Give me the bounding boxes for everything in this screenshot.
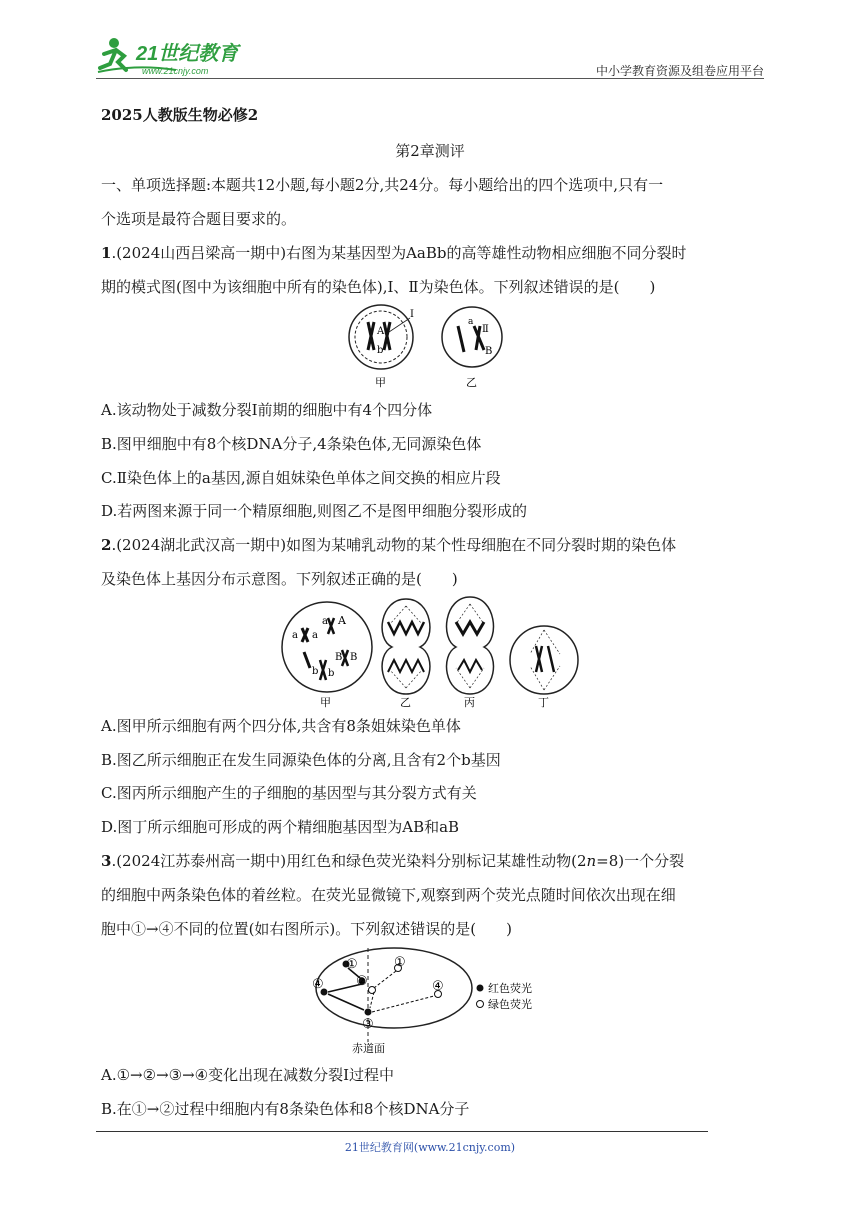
- q3-stem-text1-end: =8)一个分裂: [596, 852, 685, 870]
- q1-option-c: C.Ⅱ染色体上的a基因,源自姐妹染色单体之间交换的相应片段: [101, 469, 501, 487]
- q1-option-a: A.该动物处于减数分裂Ⅰ前期的细胞中有4个四分体: [101, 401, 433, 419]
- q2-gene-a-3: a: [322, 616, 328, 627]
- q1-cell1-label: 甲: [375, 376, 386, 389]
- q2-option-c: C.图丙所示细胞产生的子细胞的基因型与其分裂方式有关: [101, 784, 477, 802]
- footer-divider: [96, 1131, 708, 1132]
- q1-gene-B: B: [485, 346, 493, 357]
- q3-legend-red: 红色荧光: [488, 982, 532, 995]
- q1-gene-b: b: [377, 345, 384, 356]
- q3-pos3: ③: [362, 1017, 374, 1032]
- section-instruction-line1: 一、单项选择题:本题共12小题,每小题2分,共24分。每小题给出的四个选项中,只有一: [101, 176, 664, 194]
- q2-label-ding: 丁: [538, 696, 549, 709]
- q2-label-yi: 乙: [400, 696, 411, 709]
- q1-label-I: Ⅰ: [410, 309, 414, 320]
- q1-option-d: D.若两图来源于同一个精原细胞,则图乙不是图甲细胞分裂形成的: [101, 502, 528, 520]
- q2-gene-a-2: a: [312, 630, 318, 641]
- q2-gene-a-1: a: [292, 630, 298, 641]
- q1-figure: [344, 304, 514, 390]
- logo-sub-text: www.21cnjy.com: [142, 66, 209, 76]
- q1-gene-a: a: [468, 317, 474, 327]
- q2-stem-line2: 及染色体上基因分布示意图。下列叙述正确的是( ): [101, 570, 458, 588]
- q3-stem-line2: 的细胞中两条染色体的着丝粒。在荧光显微镜下,观察到两个荧光点随时间依次出现在细: [101, 886, 676, 904]
- q3-option-b: B.在①→②过程中细胞内有8条染色体和8个核DNA分子: [101, 1100, 470, 1118]
- q2-option-d: D.图丁所示细胞可形成的两个精细胞基因型为AB和aB: [101, 818, 460, 836]
- q2-option-a: A.图甲所示细胞有两个四分体,共含有8条姐妹染色单体: [101, 717, 461, 735]
- q3-stem-line1: [101, 850, 684, 871]
- q2-label-jia: 甲: [320, 696, 331, 709]
- q1-stem-line2: 期的模式图(图中为该细胞中所有的染色体),Ⅰ、Ⅱ为染色体。下列叙述错误的是( ): [101, 278, 656, 296]
- q2-gene-B-2: B: [350, 652, 358, 663]
- book-title: 2025人教版生物必修2: [101, 106, 259, 124]
- q2-label-bing: 丙: [464, 696, 475, 709]
- section-instruction-line2: 个选项是最符合题目要求的。: [101, 210, 297, 228]
- page-header: [96, 34, 764, 80]
- q2-gene-b-2: b: [328, 668, 335, 679]
- q3-stem-line3: 胞中①→④不同的位置(如右图所示)。下列叙述错误的是( ): [101, 920, 512, 938]
- q3-pos1-green: ①: [394, 955, 406, 970]
- logo-main-text: 21世纪教育: [136, 43, 239, 65]
- q1-label-II: Ⅱ: [482, 324, 489, 335]
- q3-number: 3: [101, 852, 112, 870]
- q3-option-a: A.①→②→③→④变化出现在减数分裂Ⅰ过程中: [101, 1066, 395, 1084]
- q3-legend-green: 绿色荧光: [488, 998, 532, 1011]
- q2-gene-A-1: A: [338, 614, 346, 627]
- q2-gene-b-1: b: [312, 666, 319, 677]
- q2-number: 2: [101, 536, 112, 554]
- logo: [96, 34, 266, 78]
- q2-figure: [280, 594, 586, 710]
- q1-stem-line1: [101, 242, 687, 263]
- q2-stem-text1: .(2024湖北武汉高一期中)如图为某哺乳动物的某个性母细胞在不同分裂时期的染色体: [111, 536, 677, 554]
- chapter-title: 第2章测评: [395, 142, 465, 160]
- q3-equator-label: 赤道面: [352, 1042, 385, 1055]
- q1-stem-text1: .(2024山西吕梁高一期中)右图为某基因型为AaBb的高等雄性动物相应细胞不同分裂时: [111, 244, 687, 262]
- q1-gene-A: A: [377, 326, 385, 337]
- footer-text: 21世纪教育网(www.21cnjy.com): [344, 1141, 516, 1154]
- q1-number: 1: [101, 244, 112, 262]
- q1-cell2-label: 乙: [466, 376, 477, 389]
- q3-stem-text1: .(2024江苏泰州高一期中)用红色和绿色荧光染料分别标记某雄性动物(2: [111, 852, 587, 870]
- q3-pos2-red: ②: [356, 974, 368, 989]
- q2-option-b: B.图乙所示细胞正在发生同源染色体的分离,且含有2个b基因: [101, 751, 501, 769]
- header-divider: [96, 78, 764, 79]
- q2-stem-line1: [101, 534, 676, 555]
- q2-gene-B-1: B: [335, 652, 343, 663]
- platform-name: 中小学教育资源及组卷应用平台: [595, 64, 764, 78]
- q3-stem-italic-n: n: [586, 852, 597, 870]
- q3-pos1-red: ①: [346, 957, 358, 972]
- q3-pos4-red: ④: [312, 977, 324, 992]
- q3-figure: [312, 946, 552, 1056]
- q3-pos4-green: ④: [432, 979, 444, 994]
- q1-option-b: B.图甲细胞中有8个核DNA分子,4条染色体,无同源染色体: [101, 435, 482, 453]
